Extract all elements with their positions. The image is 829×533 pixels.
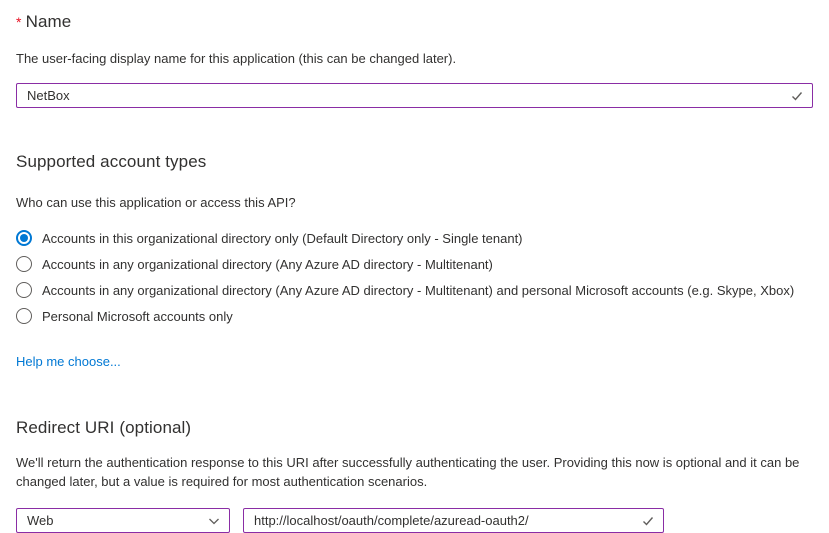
name-section-title-text: Name — [25, 12, 72, 31]
radio-option-label: Accounts in this organizational directory only (Default Directory only - Single tenant) — [42, 230, 523, 246]
radio-option-personal-only[interactable] — [16, 303, 813, 329]
radio-button-icon — [16, 230, 32, 246]
account-types-radio-group — [16, 225, 813, 329]
radio-option-label: Accounts in any organizational directory (Any Azure AD directory - Multitenant) and personal Microsoft accounts (e.g. Skype, Xbox) — [42, 282, 795, 298]
radio-option-multitenant[interactable] — [16, 251, 813, 277]
help-me-choose-link[interactable]: Help me choose... — [16, 354, 121, 369]
redirect-uri-field-wrap — [243, 508, 664, 533]
radio-button-icon — [16, 256, 32, 272]
account-types-question: Who can use this application or access this API? — [16, 195, 296, 210]
name-section-title — [16, 12, 813, 32]
radio-option-single-tenant[interactable] — [16, 225, 813, 251]
radio-option-label: Personal Microsoft accounts only — [42, 308, 233, 324]
radio-button-icon — [16, 308, 32, 324]
name-field-wrap — [16, 83, 813, 108]
chevron-down-icon — [207, 514, 221, 528]
name-description: The user-facing display name for this application (this can be changed later). — [16, 51, 457, 66]
radio-button-icon — [16, 282, 32, 298]
platform-select[interactable] — [16, 508, 230, 533]
required-asterisk: * — [16, 14, 22, 30]
redirect-uri-section-title: Redirect URI (optional) — [16, 418, 192, 437]
redirect-uri-input[interactable] — [243, 508, 664, 533]
redirect-uri-row — [16, 508, 813, 533]
account-types-section-title: Supported account types — [16, 152, 207, 171]
radio-option-multitenant-personal[interactable] — [16, 277, 813, 303]
radio-option-label: Accounts in any organizational directory (Any Azure AD directory - Multitenant) — [42, 256, 493, 272]
name-input[interactable] — [16, 83, 813, 108]
platform-select-value: Web — [27, 513, 54, 528]
redirect-uri-description: We'll return the authentication response to this URI after successfully authenticating the user. Providing this now is optional and it can be changed later, but a value is required for most authentication scenarios. — [16, 455, 800, 489]
